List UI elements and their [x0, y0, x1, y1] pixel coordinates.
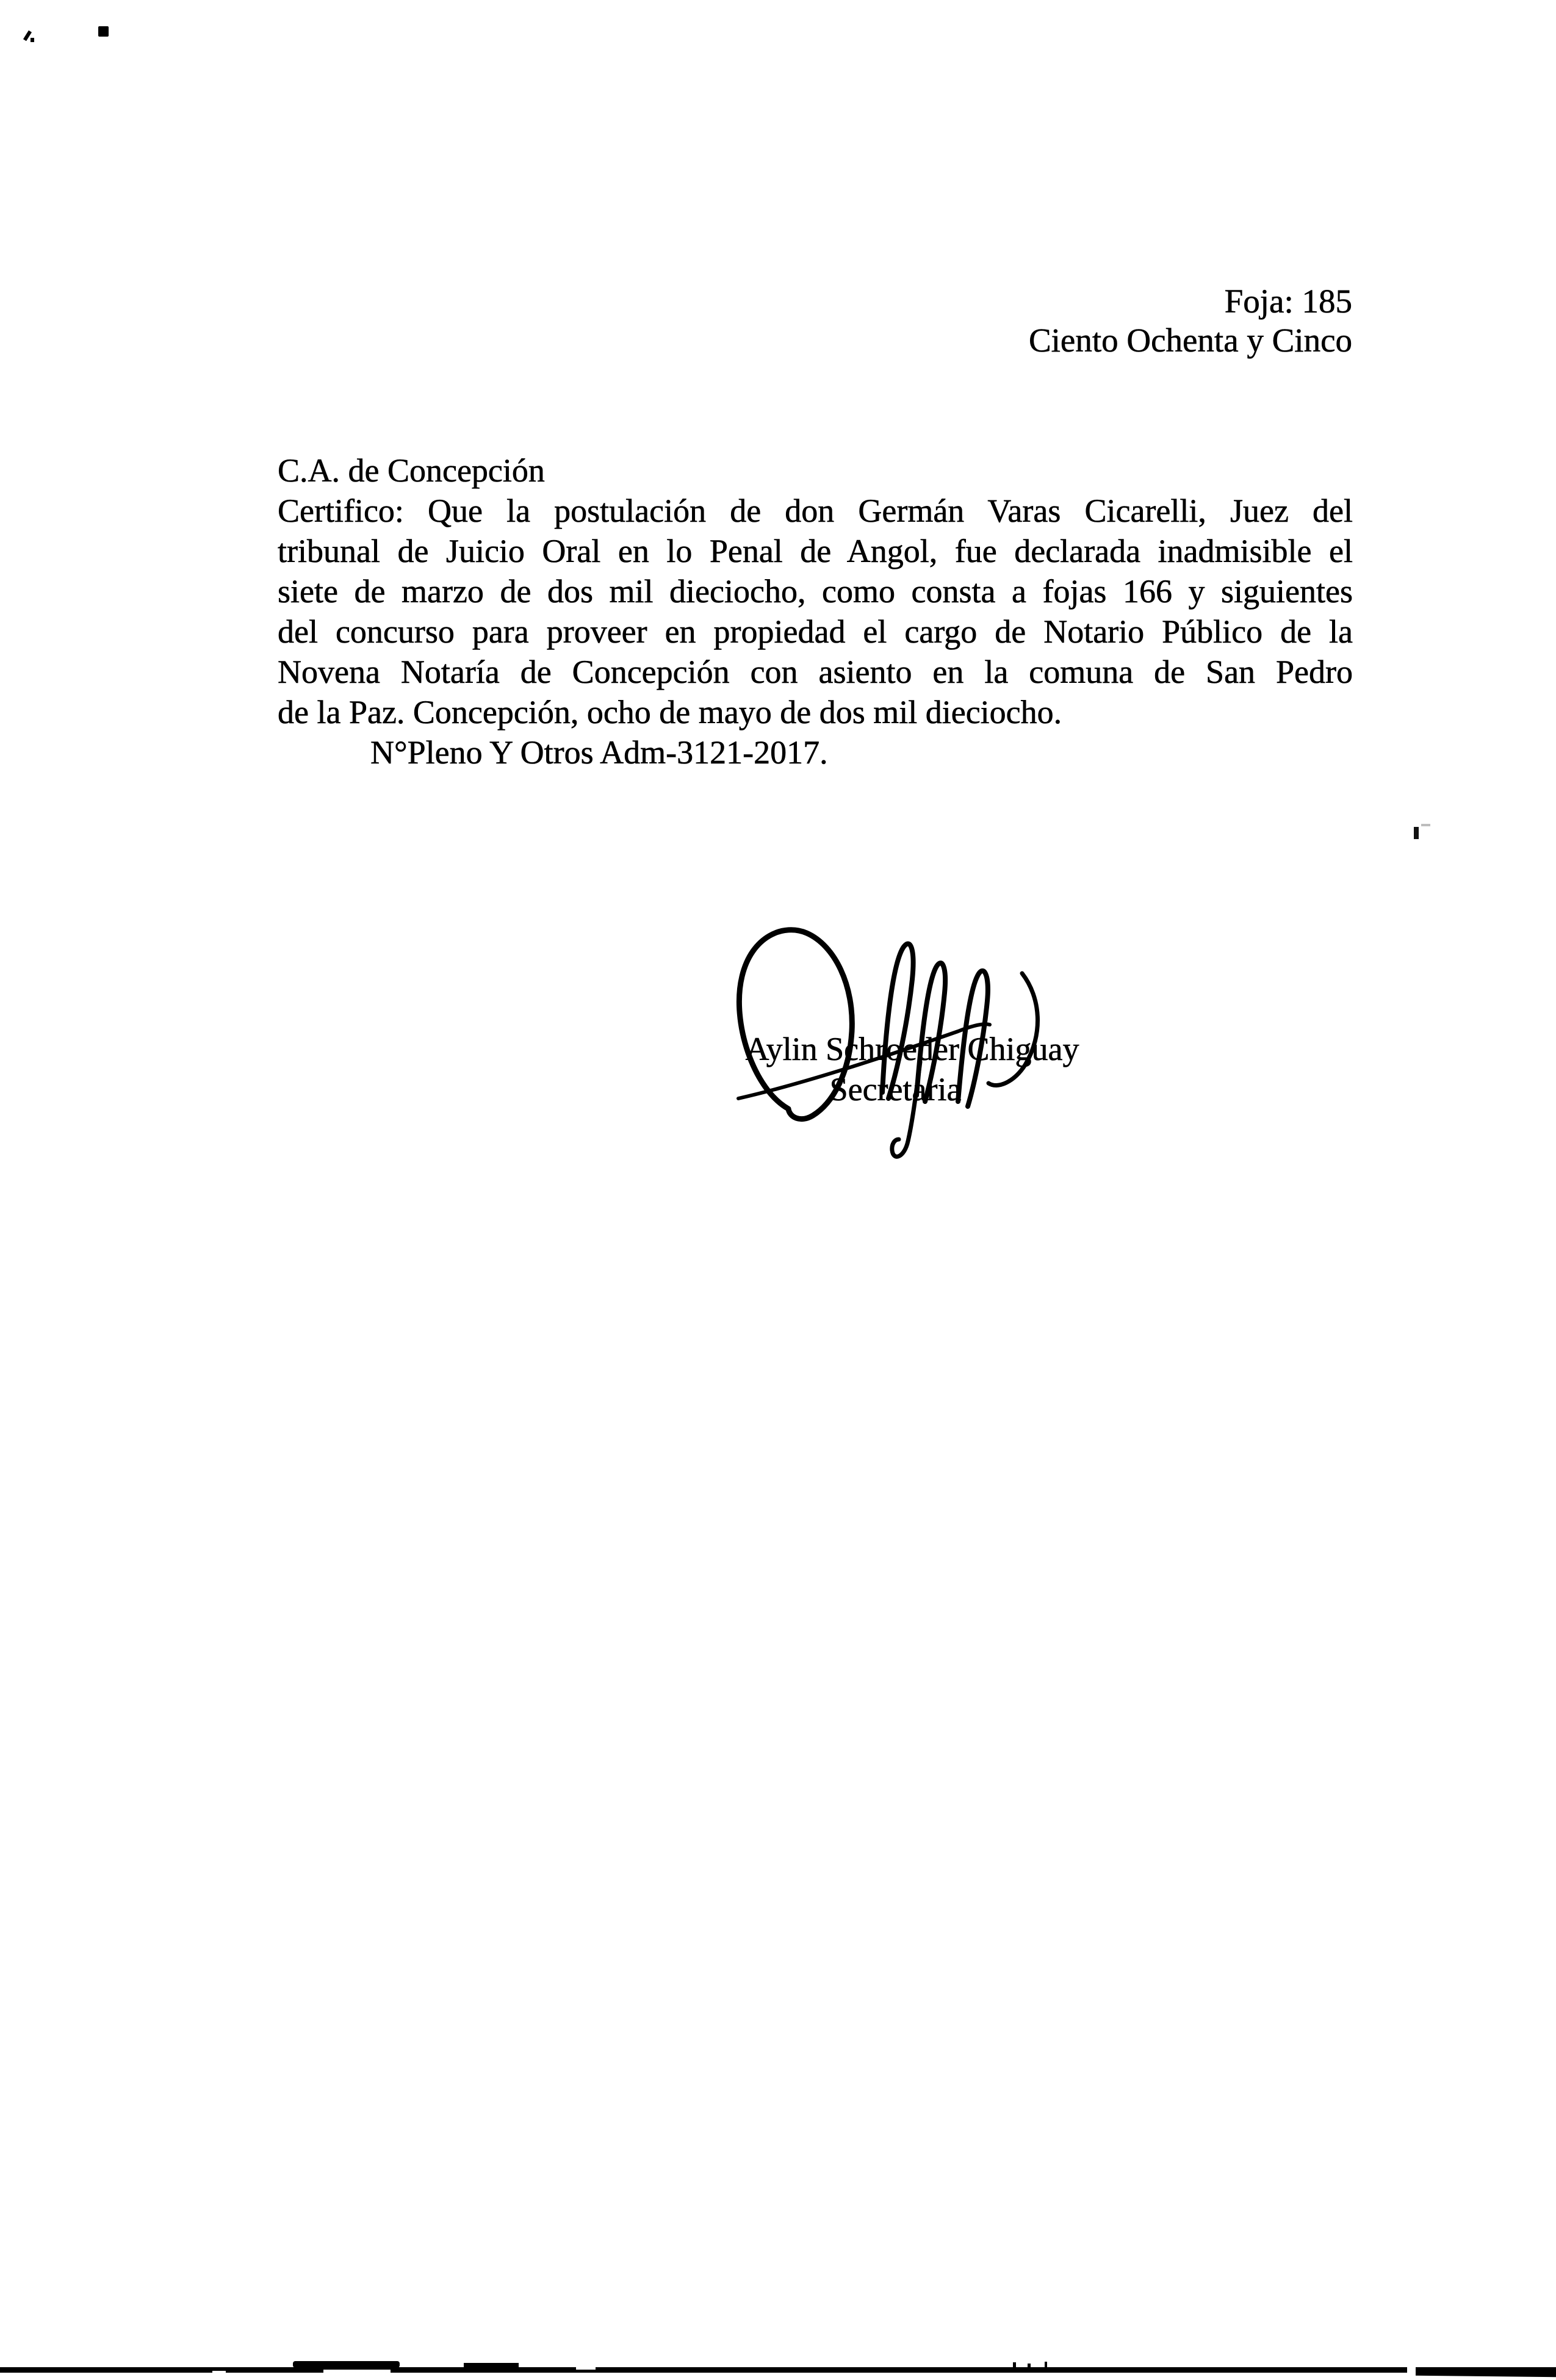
- scan-page-edge-gap: [576, 2367, 596, 2370]
- scan-speck-artifact: [98, 26, 109, 37]
- scan-page-edge-bump: [293, 2361, 400, 2368]
- body-line: de la Paz. Concepción, ocho de mayo de dos mil dieciocho.: [278, 694, 1062, 730]
- folio-number: Foja: 185: [1224, 283, 1352, 320]
- certificate-paragraph: [278, 450, 1353, 773]
- folio-header: [1029, 282, 1352, 360]
- scan-speck-artifact: [31, 38, 34, 42]
- scan-page-edge-tick: [1013, 2362, 1016, 2368]
- folio-number-words: Ciento Ochenta y Cinco: [1028, 322, 1352, 359]
- scan-page-edge-tick: [1045, 2362, 1047, 2368]
- court-name-line: C.A. de Concepción: [278, 452, 545, 489]
- scan-page-edge-bump: [464, 2363, 519, 2368]
- body-line: Certifico: Que la postulación de don Germán Varas Cicarelli, Juez del: [278, 492, 1353, 529]
- scan-tick-artifact: [1414, 827, 1419, 839]
- body-line: tribunal de Juicio Oral en lo Penal de Angol, fue declarada inadmisible el: [278, 533, 1353, 569]
- scan-page-edge-gap: [323, 2370, 391, 2373]
- case-number-line: N°Pleno Y Otros Adm-3121-2017.: [370, 734, 828, 771]
- body-line: siete de marzo de dos mil dieciocho, como consta a fojas 166 y siguientes: [278, 573, 1353, 610]
- scan-page-edge-gap: [1407, 2367, 1416, 2373]
- scan-page-edge-gap: [212, 2371, 226, 2373]
- scan-page-edge: [0, 2367, 1556, 2373]
- handwritten-signature-icon: [702, 888, 1098, 1169]
- scan-page-edge: [1416, 2370, 1556, 2377]
- body-line: Novena Notaría de Concepción con asiento en la comuna de San Pedro: [278, 654, 1353, 690]
- scan-tick-artifact: [1421, 824, 1430, 826]
- secretary-title: Secretaria: [829, 1071, 962, 1108]
- secretary-name: Aylin Schroeder Chiguay: [745, 1031, 1079, 1067]
- scan-page-edge-tick: [1028, 2364, 1031, 2368]
- body-line: del concurso para proveer en propiedad el cargo de Notario Público de la: [278, 613, 1353, 650]
